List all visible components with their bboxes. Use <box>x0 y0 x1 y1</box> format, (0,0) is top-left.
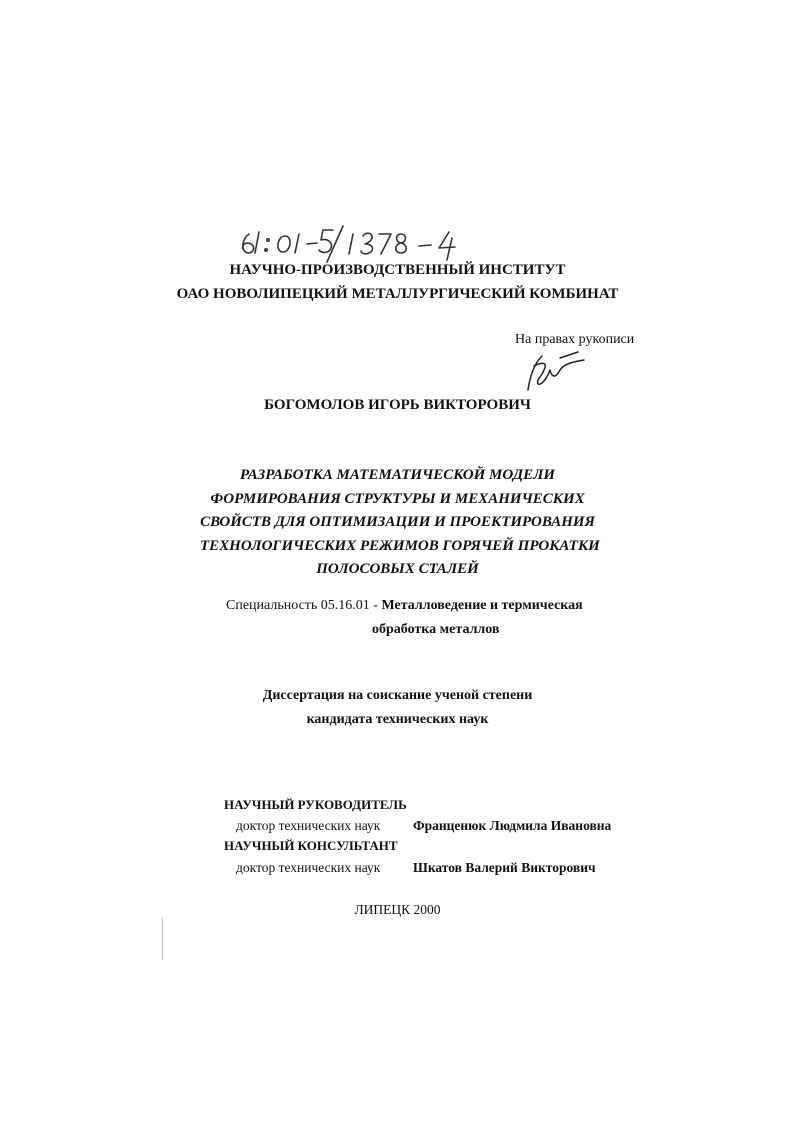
manuscript-note: На правах рукописи <box>515 332 635 347</box>
supervisor-heading: НАУЧНЫЙ РУКОВОДИТЕЛЬ <box>224 797 407 812</box>
title-line: ФОРМИРОВАНИЯ СТРУКТУРЫ И МЕХАНИЧЕСКИХ <box>210 490 585 507</box>
supervisor-name: Франценюк Людмила Ивановна <box>413 818 612 833</box>
consultant-heading: НАУЧНЫЙ КОНСУЛЬТАНТ <box>224 838 398 853</box>
specialty-line <box>226 598 583 614</box>
institute-name: НАУЧНО-ПРОИЗВОДСТВЕННЫЙ ИНСТИТУТ <box>229 262 566 278</box>
consultant-name: Шкатов Валерий Викторович <box>413 860 596 875</box>
specialty-prefix: Специальность 05.16.01 - <box>226 598 382 613</box>
title-line: ПОЛОСОВЫХ СТАЛЕЙ <box>316 561 479 577</box>
title-line: РАЗРАБОТКА МАТЕМАТИЧЕСКОЙ МОДЕЛИ <box>239 467 556 483</box>
dissertation-degree: кандидата технических наук <box>306 712 489 727</box>
city-year: ЛИПЕЦК 2000 <box>354 902 441 917</box>
scan-margin-line <box>162 918 163 960</box>
dissertation-title <box>200 464 600 582</box>
specialty-name-continued: обработка металлов <box>372 622 500 637</box>
specialty-name: Металловедение и термическая <box>381 598 583 613</box>
handwritten-archive-code <box>235 220 535 265</box>
dissertation-purpose: Диссертация на соискание ученой степени <box>262 688 533 703</box>
supervisor-degree: доктор технических наук <box>236 818 381 833</box>
title-line: ТЕХНОЛОГИЧЕСКИХ РЕЖИМОВ ГОРЯЧЕЙ ПРОКАТКИ <box>200 537 600 554</box>
signature-icon <box>520 350 590 395</box>
consultant-degree: доктор технических наук <box>236 860 381 875</box>
company-name: ОАО НОВОЛИПЕЦКИЙ МЕТАЛЛУРГИЧЕСКИЙ КОМБИНАТ <box>176 286 619 302</box>
author-name: БОГОМОЛОВ ИГОРЬ ВИКТОРОВИЧ <box>264 397 531 413</box>
title-line: СВОЙСТВ ДЛЯ ОПТИМИЗАЦИИ И ПРОЕКТИРОВАНИЯ <box>200 514 595 530</box>
